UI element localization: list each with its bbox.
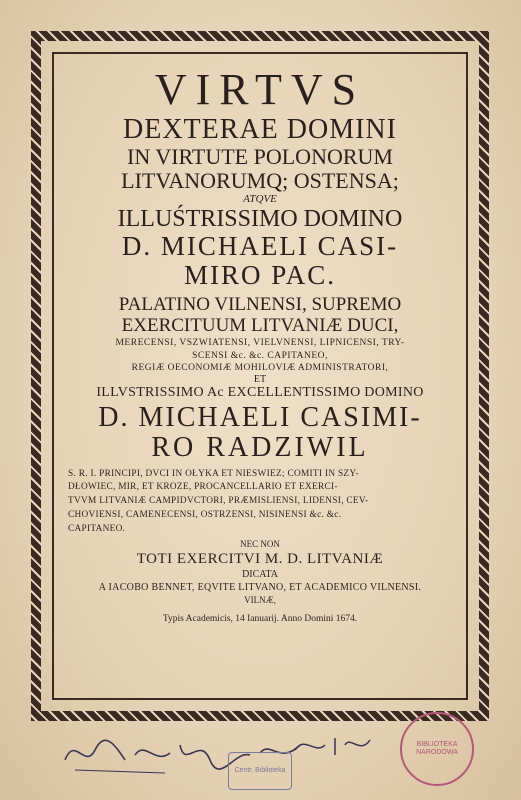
dedicatee-1-title-a: PALATINO VILNENSI, SUPREMO [118, 294, 402, 315]
title-line-1: VIRTVS [154, 65, 366, 114]
title-line-4: LITVANORUMQ; OSTENSA; [121, 168, 399, 193]
dedicatee-1-honorific: ILLUŚTRISSIMO DOMINO [117, 206, 403, 232]
dedicatee-2-offices [60, 468, 460, 538]
offices-line-3: TVVM LITVANIÆ CAMPIDVCTORI, PRÆMISLIENSI, LIDENSI, CEV- [68, 496, 369, 507]
dedicatee-2-name-b: RO RADZIWIL [151, 431, 369, 463]
library-stamp: BIBLIOTEKA NARODOWA [400, 712, 474, 786]
atque-word: ATQVE [243, 193, 277, 205]
author-line: A IACOBO BENNET, EQVITE LITVANO, ET ACADEMICO VILNENSI. [98, 582, 422, 594]
offices-line-1: S. R. I. PRINCIPI, DVCI IN OŁYKA ET NIESWIEZ; COMITI IN SZY- [68, 468, 359, 479]
et-word: ET [253, 373, 267, 385]
imprint-line: Typis Academicis, 14 Ianuarij. Anno Domini 1674. [162, 614, 358, 625]
title-line-2: DEXTERAE DOMINI [123, 114, 397, 145]
dedicatee-1-offices-a: MERECENSI, VSZWIATENSI, VIELVNENSI, LIPNICENSI, TRY- [115, 338, 405, 348]
title-text-block [60, 62, 460, 702]
dedicatee-1-offices-c: REGIÆ OECONOMIÆ MOHILOVIÆ ADMINISTRATORI, [131, 363, 389, 373]
handwritten-note-right [290, 730, 390, 760]
dedicatee-1-title-b: EXERCITUUM LITVANIÆ DUCI, [121, 315, 399, 336]
dicata: DICATA [242, 569, 278, 581]
toti-exercitui: TOTI EXERCITVI M. D. LITVANIÆ [136, 551, 384, 568]
dedicatee-1-offices-b: SCENSI &c. &c. CAPITANEO, [192, 350, 328, 361]
offices-line-5: CAPITANEO. [68, 524, 126, 535]
offices-line-4: CHOVIENSI, CAMENECENSI, OSTRZENSI, NISINENSI &c. &c. [68, 510, 342, 521]
dedicatee-1-name-b: MIRO PAC. [183, 260, 337, 290]
offices-line-2: DŁOWIEC, MIR, ET KROZE, PROCANCELLARIO ET EXERCI- [68, 482, 338, 493]
dedicatee-2-honorific: ILLVSTRISSIMO Ac EXCELLENTISSIMO DOMINO [96, 384, 424, 400]
dedicatee-2-name-a: D. MICHAELI CASIMI- [98, 401, 422, 433]
nec-non: NEC NON [240, 539, 280, 550]
library-stamp-small: Centr. Biblioteka [228, 752, 292, 790]
dedicatee-1-name-a: D. MICHAELI CASI- [121, 231, 399, 261]
place-of-publication: VILNÆ, [244, 595, 276, 606]
title-line-3: IN VIRTUTE POLONORUM [127, 144, 393, 169]
